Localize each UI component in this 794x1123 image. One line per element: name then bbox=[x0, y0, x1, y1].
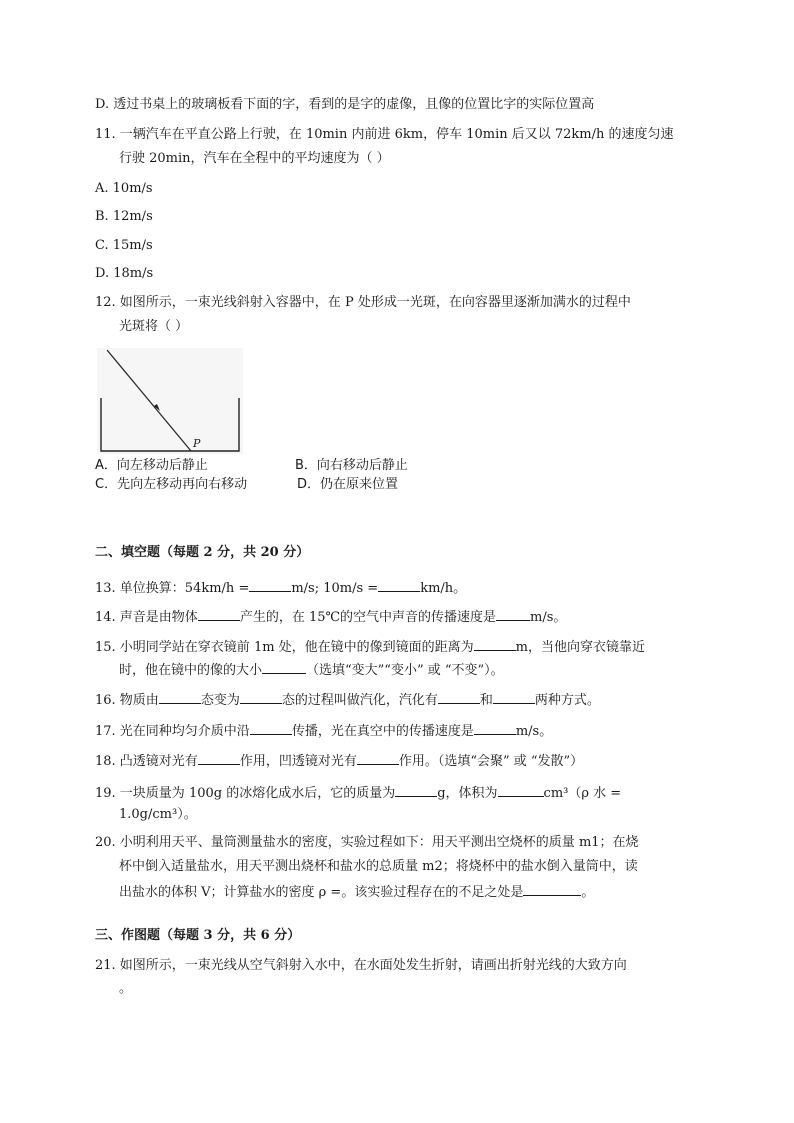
question-text: 产生的，在 15℃的空气中声音的传播速度是 bbox=[239, 610, 497, 625]
answer-blank bbox=[262, 660, 306, 674]
answer-blank bbox=[395, 783, 437, 797]
question-text: 12. 如图所示，一束光线斜射入容器中，在 P 处形成一光斑，在向容器里逐渐加满水的过程中 bbox=[95, 295, 631, 310]
question-20-line2 bbox=[119, 858, 638, 876]
option-text: B．向右移动后静止 bbox=[295, 458, 408, 473]
question-11-line2 bbox=[119, 150, 390, 168]
question-16 bbox=[95, 690, 600, 710]
question-12-line2 bbox=[119, 318, 188, 336]
question-20-line1 bbox=[95, 834, 639, 852]
answer-blank bbox=[496, 607, 530, 621]
answer-blank bbox=[357, 751, 399, 765]
answer-blank bbox=[250, 721, 292, 735]
question-text: km/h。 bbox=[420, 581, 467, 596]
question-text: 光斑将（ ） bbox=[119, 319, 189, 334]
question-text: m/s。 bbox=[530, 610, 567, 625]
question-19-line2 bbox=[119, 806, 197, 824]
question-13 bbox=[95, 578, 466, 598]
question-text: m/s。 bbox=[515, 724, 553, 739]
option-text: C. 15m/s bbox=[95, 238, 153, 253]
answer-blank bbox=[249, 578, 291, 592]
question-18 bbox=[95, 751, 583, 771]
q11-option-c bbox=[95, 237, 153, 255]
question-text: 两种方式。 bbox=[534, 693, 600, 708]
question-text: 行驶 20min，汽车在全程中的平均速度为（ ） bbox=[119, 151, 390, 166]
question-15-line2 bbox=[119, 660, 504, 680]
answer-blank bbox=[493, 690, 535, 704]
section-title: 二、填空题（每题 2 分，共 20 分） bbox=[95, 545, 310, 560]
question-text: 时，他在镜中的像的大小 bbox=[119, 663, 263, 678]
question-17 bbox=[95, 721, 552, 741]
question-text: 1.0g/cm³）。 bbox=[119, 807, 197, 822]
question-text: 传播，光在真空中的传播速度是 bbox=[291, 724, 474, 739]
question-text: m，当他向穿衣镜靠近 bbox=[515, 640, 645, 655]
question-text: 和 bbox=[479, 693, 493, 708]
question-text: 19. 一块质量为 100g 的冰熔化成水后，它的质量为 bbox=[95, 786, 396, 801]
option-text: D. 透过书桌上的玻璃板看下面的字，看到的是字的虚像，且像的位置比字的实际位置高 bbox=[95, 97, 595, 112]
answer-blank bbox=[523, 882, 581, 896]
answer-blank bbox=[474, 637, 516, 651]
question-text: 。 bbox=[581, 885, 595, 900]
section-2-heading bbox=[95, 544, 309, 562]
question-text: 。 bbox=[119, 981, 133, 996]
answer-blank bbox=[438, 690, 480, 704]
q11-option-a bbox=[95, 180, 153, 198]
question-text: 出盐水的体积 V；计算盐水的密度 ρ =。该实验过程存在的不足之处是 bbox=[119, 885, 524, 900]
question-19-line1 bbox=[95, 783, 621, 803]
question-12-line1 bbox=[95, 294, 631, 312]
question-text: （选填“变大”“变小” 或 “不变”）。 bbox=[306, 663, 504, 678]
point-p-label: P bbox=[193, 437, 201, 450]
container-light-figure bbox=[97, 348, 243, 454]
section-title: 三、作图题（每题 3 分，共 6 分） bbox=[95, 928, 301, 943]
answer-blank bbox=[198, 751, 240, 765]
option-text: B. 12m/s bbox=[95, 209, 153, 224]
answer-blank bbox=[474, 721, 516, 735]
question-text: cm³（ρ 水 = bbox=[543, 786, 622, 801]
question-text: 16. 物质由 bbox=[95, 693, 159, 708]
question-text: m/s; 10m/s = bbox=[291, 581, 379, 596]
question-20-line3 bbox=[119, 882, 594, 902]
question-text: 态变为 bbox=[200, 693, 240, 708]
question-text: 17. 光在同种均匀介质中沿 bbox=[95, 724, 250, 739]
question-text: 18. 凸透镜对光有 bbox=[95, 754, 198, 769]
question-11-line1 bbox=[95, 126, 674, 144]
q12-option-c bbox=[95, 476, 247, 494]
answer-blank bbox=[498, 783, 544, 797]
question-text: g，体积为 bbox=[437, 786, 498, 801]
answer-blank bbox=[159, 690, 201, 704]
question-21-line2 bbox=[119, 980, 132, 998]
question-text: 21. 如图所示，一束光线从空气斜射入水中，在水面处发生折射，请画出折射光线的大致方向 bbox=[95, 958, 627, 973]
question-21-line1 bbox=[95, 957, 627, 975]
q11-option-b bbox=[95, 208, 153, 226]
option-d-previous bbox=[95, 96, 594, 114]
option-text: C．先向左移动再向右移动 bbox=[95, 477, 248, 492]
question-text: 作用，凹透镜对光有 bbox=[239, 754, 357, 769]
option-text: A．向左移动后静止 bbox=[95, 458, 208, 473]
question-text: 杯中倒入适量盐水，用天平测出烧杯和盐水的总质量 m2；将烧杯中的盐水倒入量筒中，读 bbox=[119, 859, 638, 874]
option-text: D．仍在原来位置 bbox=[297, 477, 399, 492]
question-text: 11. 一辆汽车在平直公路上行驶，在 10min 内前进 6km，停车 10min 后又以 72km/h 的速度匀速 bbox=[95, 127, 674, 142]
question-14 bbox=[95, 607, 566, 627]
q12-option-a bbox=[95, 457, 208, 475]
q12-option-d bbox=[297, 476, 398, 494]
question-text: 态的过程叫做汽化，汽化有 bbox=[281, 693, 438, 708]
question-text: 14. 声音是由物体 bbox=[95, 610, 198, 625]
question-15-line1 bbox=[95, 637, 645, 657]
section-3-heading bbox=[95, 927, 300, 945]
option-text: D. 18m/s bbox=[95, 266, 154, 281]
answer-blank bbox=[240, 690, 282, 704]
option-text: A. 10m/s bbox=[95, 181, 153, 196]
question-text: 15. 小明同学站在穿衣镜前 1m 处，他在镜中的像到镜面的距离为 bbox=[95, 640, 474, 655]
question-text: 20. 小明利用天平、量筒测量盐水的密度，实验过程如下：用天平测出空烧杯的质量 m1；在烧 bbox=[95, 835, 639, 850]
q12-option-b bbox=[295, 457, 408, 475]
answer-blank bbox=[378, 578, 420, 592]
answer-blank bbox=[198, 607, 240, 621]
question-text: 作用。（选填“会聚” 或 “发散”） bbox=[398, 754, 584, 769]
question-text: 13. 单位换算：54km/h = bbox=[95, 581, 250, 596]
q11-option-d bbox=[95, 265, 153, 283]
